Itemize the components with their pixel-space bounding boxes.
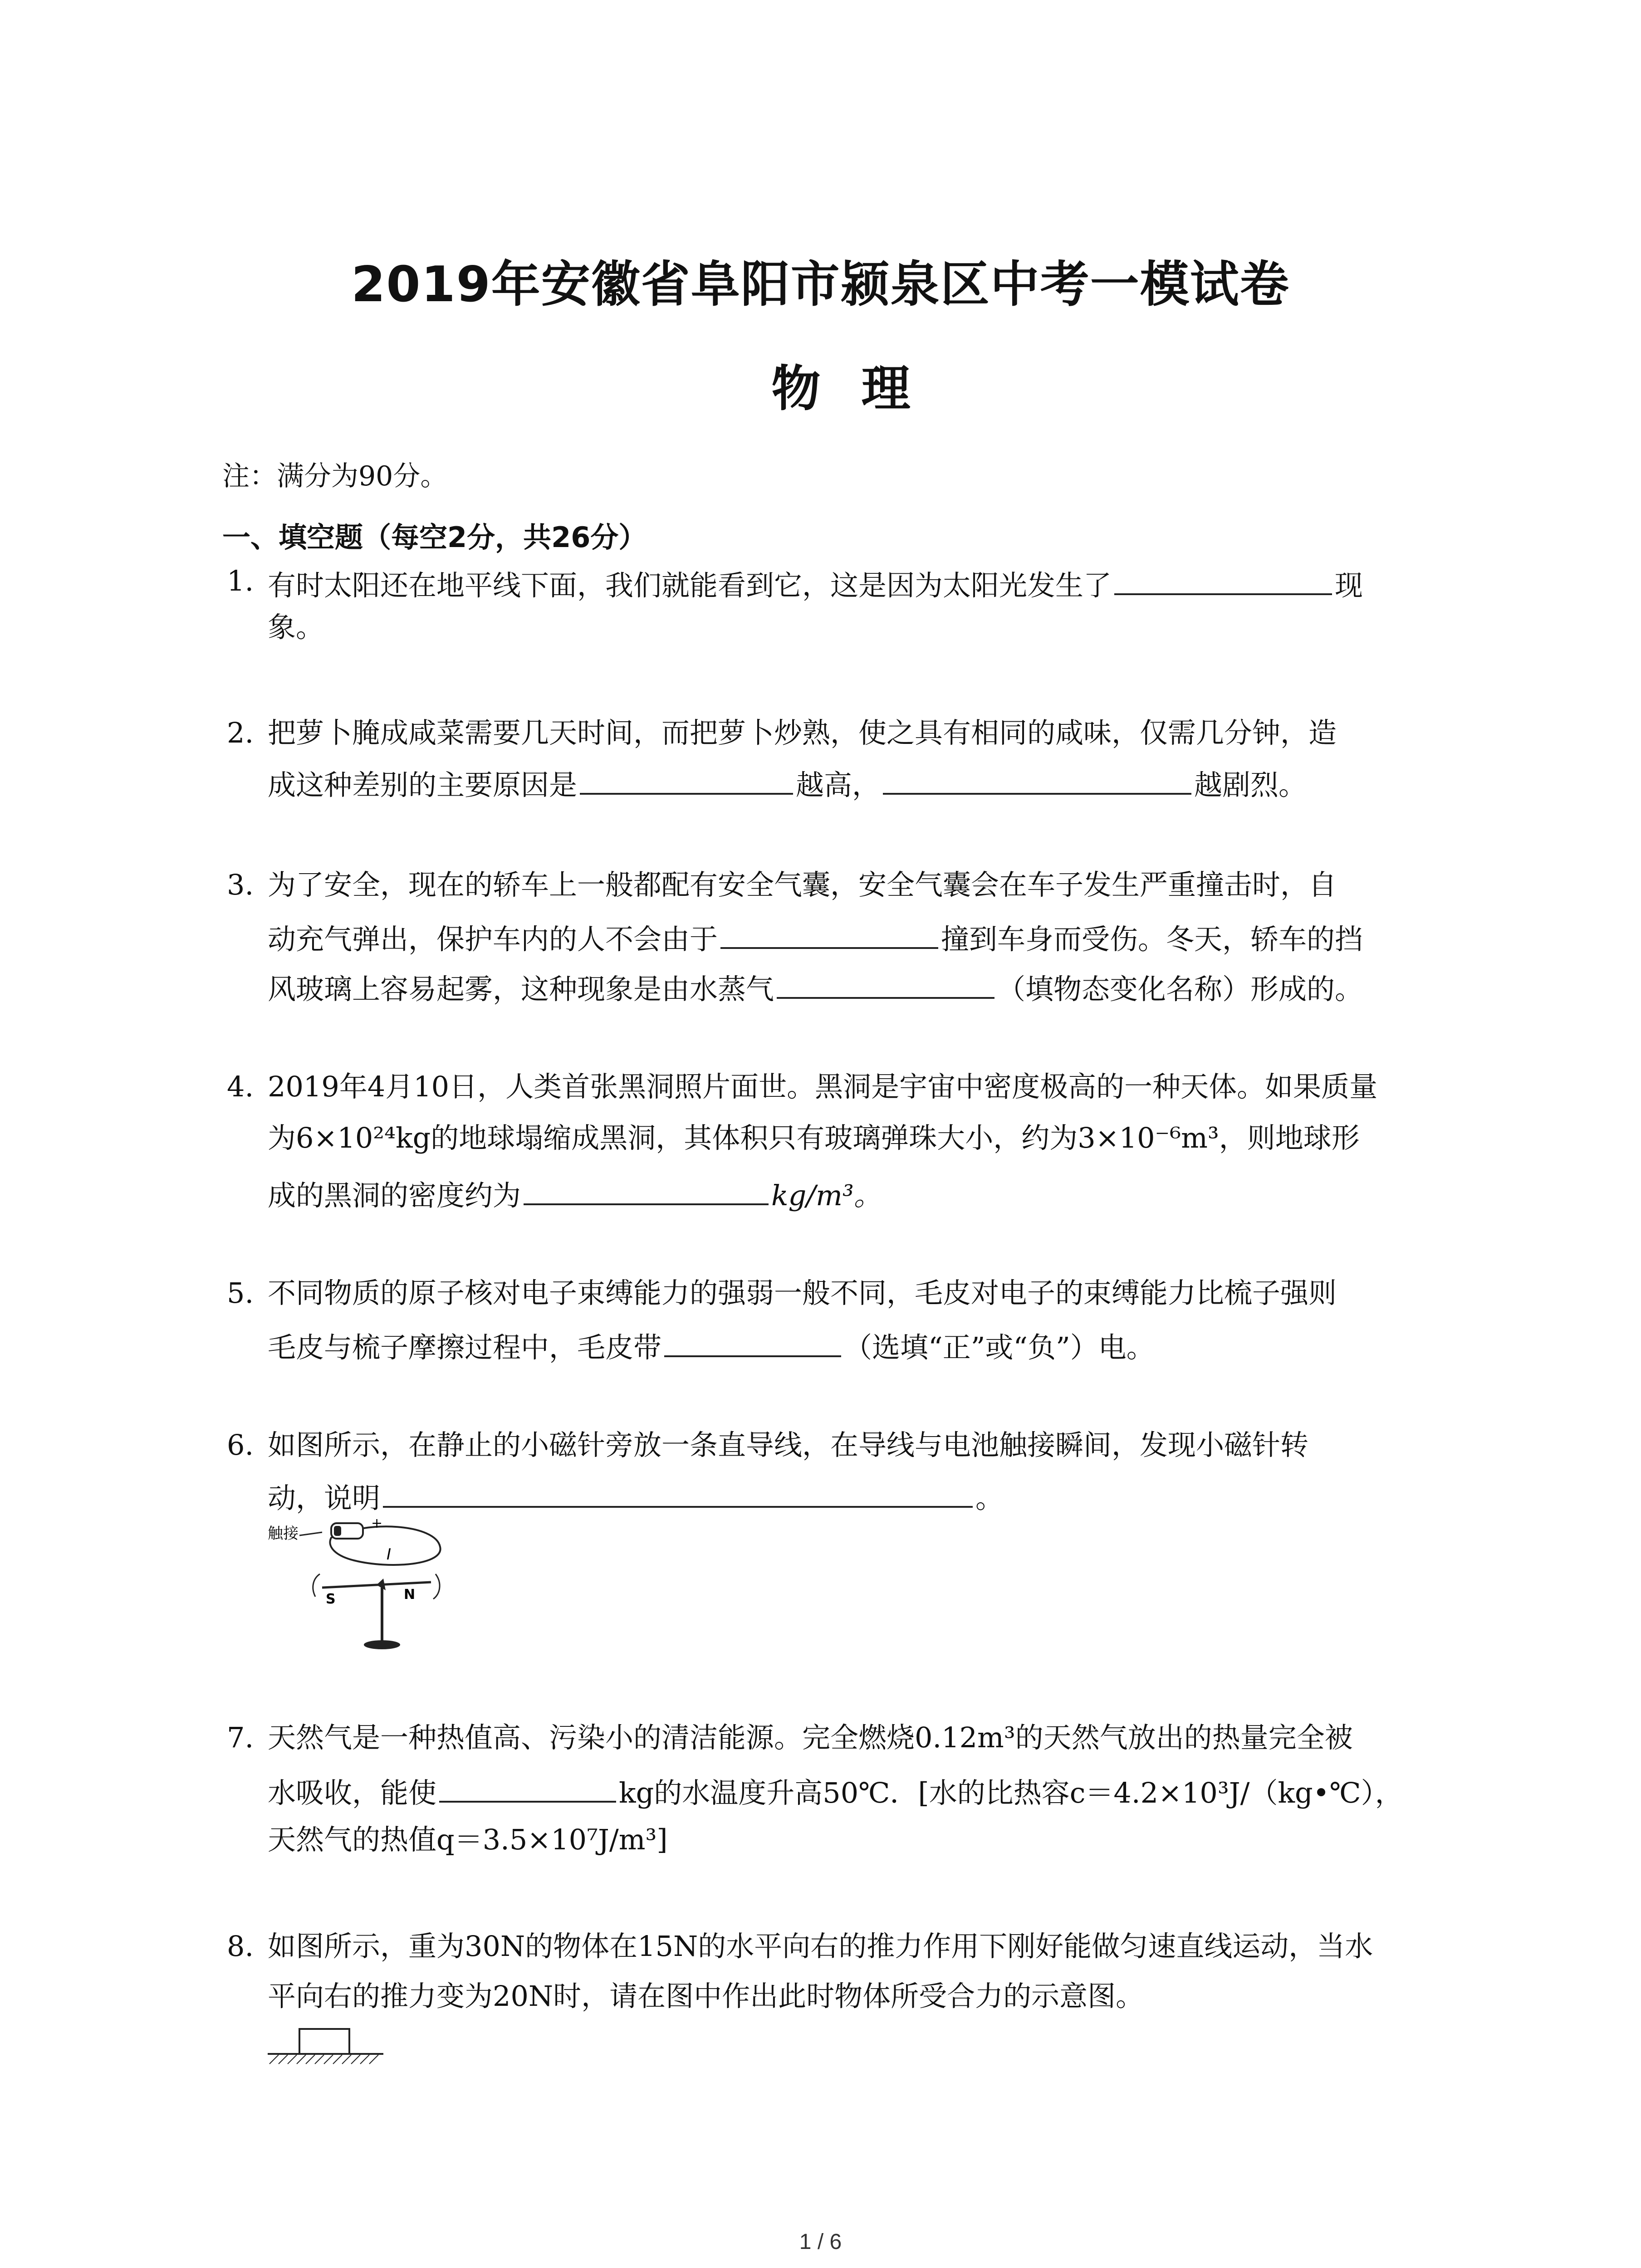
question-8-line-1: 如图所示，重为30N的物体在15N的水平向右的推力作用下刚好能做匀速直线运动，当水: [268, 1930, 1373, 1963]
answer-blank[interactable]: [524, 1177, 769, 1205]
answer-blank[interactable]: [580, 767, 793, 795]
question-text: 撞到车身而受伤。冬天，轿车的挡: [941, 923, 1363, 956]
answer-blank[interactable]: [664, 1329, 841, 1357]
answer-blank[interactable]: [1114, 567, 1332, 595]
question-text: kg/m³。: [771, 1179, 882, 1212]
current-label: I: [387, 1545, 392, 1564]
question-text: 成的黑洞的密度约为: [268, 1179, 521, 1212]
block: [299, 2029, 349, 2054]
question-2-line-1: 把萝卜腌成咸菜需要几天时间，而把萝卜炒熟，使之具有相同的咸味，仅需几分钟，造: [268, 716, 1337, 749]
section-heading: 一、填空题（每空2分，共26分）: [222, 521, 647, 554]
plus-sign: +: [371, 1515, 383, 1531]
question-text: 越剧烈。: [1194, 768, 1307, 802]
subject-title: 物理: [771, 361, 951, 417]
question-text: 毛皮与梳子摩擦过程中，毛皮带: [268, 1331, 662, 1364]
magnet-wire-figure: [263, 1510, 472, 1660]
question-text: 动，说明: [268, 1481, 381, 1515]
question-text: 成这种差别的主要原因是: [268, 768, 578, 802]
question-number: 4.: [227, 1070, 254, 1103]
answer-blank[interactable]: [383, 1480, 973, 1508]
question-7-line-3: 天然气的热值q＝3.5×10⁷J/m³]: [268, 1823, 668, 1856]
stand-base: [364, 1640, 400, 1649]
question-1-line-1: [268, 567, 1363, 600]
question-number: 3.: [227, 868, 254, 901]
answer-blank[interactable]: [720, 921, 938, 949]
question-number: 7.: [227, 1721, 254, 1754]
question-5-line-1: 不同物质的原子核对电子束缚能力的强弱一般不同，毛皮对电子的束缚能力比梳子强则: [268, 1276, 1337, 1310]
question-3-line-2: [268, 921, 1363, 956]
question-number: 8.: [227, 1930, 254, 1963]
question-number: 1.: [227, 564, 254, 597]
question-6-line-1: 如图所示，在静止的小磁针旁放一条直导线，在导线与电池触接瞬间，发现小磁针转: [268, 1428, 1309, 1461]
block-on-ground-figure: [263, 2025, 390, 2066]
question-text: 风玻璃上容易起雾，这种现象是由水蒸气: [268, 973, 774, 1006]
question-3-line-3: [268, 971, 1363, 1006]
question-6-line-2: [268, 1480, 1004, 1515]
question-text: 越高，: [796, 768, 881, 802]
south-pole-label: S: [326, 1591, 336, 1607]
answer-blank[interactable]: [777, 971, 994, 999]
question-8-line-2: 平向右的推力变为20N时，请在图中作出此时物体所受合力的示意图。: [268, 1980, 1144, 2013]
question-text: 有时太阳还在地平线下面，我们就能看到它，这是因为太阳光发生了: [268, 569, 1112, 602]
battery-terminal: [334, 1526, 341, 1536]
question-4-line-3: [268, 1177, 882, 1210]
rotation-arrow-left: [313, 1574, 320, 1597]
exam-title: 2019年安徽省阜阳市颍泉区中考一模试卷: [351, 256, 1290, 313]
question-4-line-1: 2019年4月10日，人类首张黑洞照片面世。黑洞是宇宙中密度极高的一种天体。如果质量: [268, 1070, 1378, 1103]
ground-hatching: [269, 2055, 378, 2064]
rotation-arrow-right: [433, 1574, 440, 1599]
question-7-line-1: 天然气是一种热值高、污染小的清洁能源。完全燃烧0.12m³的天然气放出的热量完全被: [268, 1721, 1353, 1754]
answer-blank[interactable]: [439, 1774, 616, 1803]
question-number: 5.: [227, 1276, 254, 1310]
question-5-line-2: [268, 1329, 1155, 1362]
north-pole-label: N: [404, 1587, 416, 1603]
question-text: 。: [975, 1481, 1004, 1515]
question-text: 水吸收，能使: [268, 1776, 437, 1809]
question-text: 现: [1335, 569, 1363, 602]
question-7-line-2: [268, 1774, 1403, 1807]
question-3-line-1: 为了安全，现在的轿车上一般都配有安全气囊，安全气囊会在车子发生严重撞击时，自: [268, 868, 1337, 901]
question-number: 2.: [227, 716, 254, 749]
question-4-line-2: 为6×10²⁴kg的地球塌缩成黑洞，其体积只有玻璃弹珠大小，约为3×10⁻⁶m³，则地球形: [268, 1121, 1360, 1154]
question-text: kg的水温度升高50℃．[水的比热容c＝4.2×10³J/（kg•℃），: [619, 1776, 1403, 1809]
question-1-line-2: 象。: [268, 611, 324, 644]
question-text: （填物态变化名称）形成的。: [997, 973, 1363, 1006]
score-note: 注：满分为90分。: [222, 460, 448, 492]
answer-blank[interactable]: [883, 767, 1191, 795]
page-number: 1 / 6: [799, 2230, 842, 2254]
touch-label: 触接: [268, 1525, 299, 1543]
pointer-line: [299, 1532, 322, 1535]
question-text: 动充气弹出，保护车内的人不会由于: [268, 923, 718, 956]
question-text: （选填“正”或“负”）电。: [844, 1331, 1155, 1364]
question-number: 6.: [227, 1428, 254, 1461]
question-2-line-2: [268, 767, 1307, 802]
